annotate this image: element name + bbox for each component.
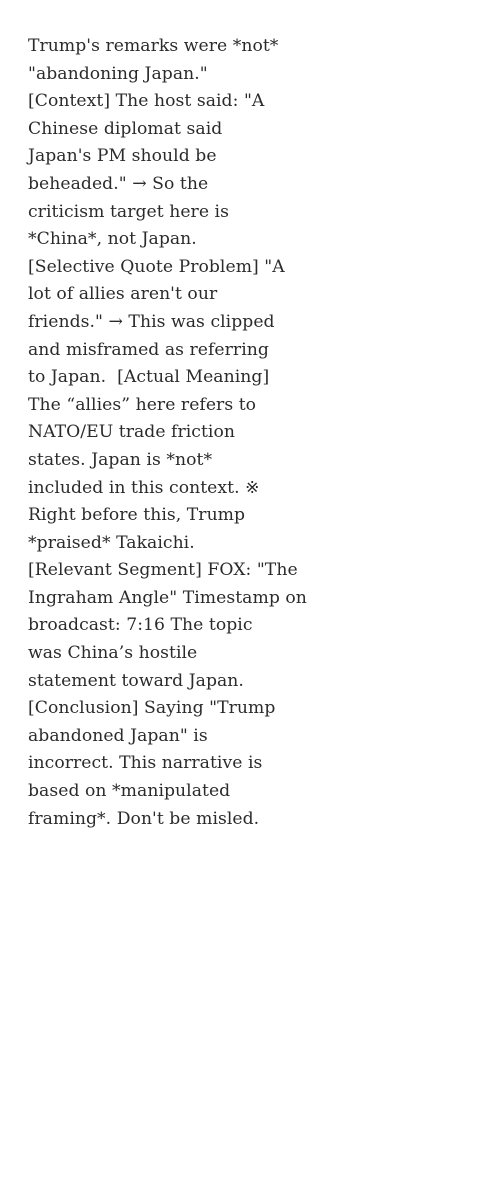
note-line: NATO/EU trade friction [28, 422, 235, 443]
note-line: abandoned Japan" is [28, 725, 208, 746]
note-line: Ingraham Angle" Timestamp on [28, 587, 307, 608]
note-line: lot of allies aren't our [28, 284, 218, 305]
note-line: [Conclusion] Saying "Trump [28, 698, 276, 719]
note-line: states. Japan is *not* [28, 449, 213, 470]
note-line: beheaded." → So the [28, 173, 209, 194]
note-line: "abandoning Japan." [28, 63, 208, 84]
note-line: Japan's PM should be [28, 146, 217, 167]
note-line: The “allies” here refers to [28, 394, 257, 415]
note-line: and misframed as referring [28, 339, 269, 360]
note-line: incorrect. This narrative is [28, 753, 263, 774]
note-line: statement toward Japan. [28, 670, 244, 691]
note-line: *China*, not Japan. [28, 229, 197, 250]
note-line: Trump's remarks were *not* [28, 36, 279, 56]
note-line: [Selective Quote Problem] "A [28, 256, 285, 277]
note-line: broadcast: 7:16 The topic [28, 615, 253, 636]
note-line: Right before this, Trump [28, 505, 246, 526]
note-line: was China’s hostile [28, 643, 198, 664]
note-line: included in this context. ※ [28, 477, 260, 498]
note-text [28, 33, 468, 833]
note-line: [Context] The host said: "A [28, 91, 265, 112]
note-line: to Japan. [Actual Meaning] [28, 367, 270, 388]
note-line: based on *manipulated [28, 781, 231, 802]
note-line: [Relevant Segment] FOX: "The [28, 560, 298, 581]
note-line: Chinese diplomat said [28, 118, 223, 139]
note-line: criticism target here is [28, 201, 229, 222]
note-line: framing*. Don't be misled. [28, 808, 260, 829]
note-line: friends." → This was clipped [28, 311, 275, 332]
note-line: *praised* Takaichi. [28, 532, 195, 553]
